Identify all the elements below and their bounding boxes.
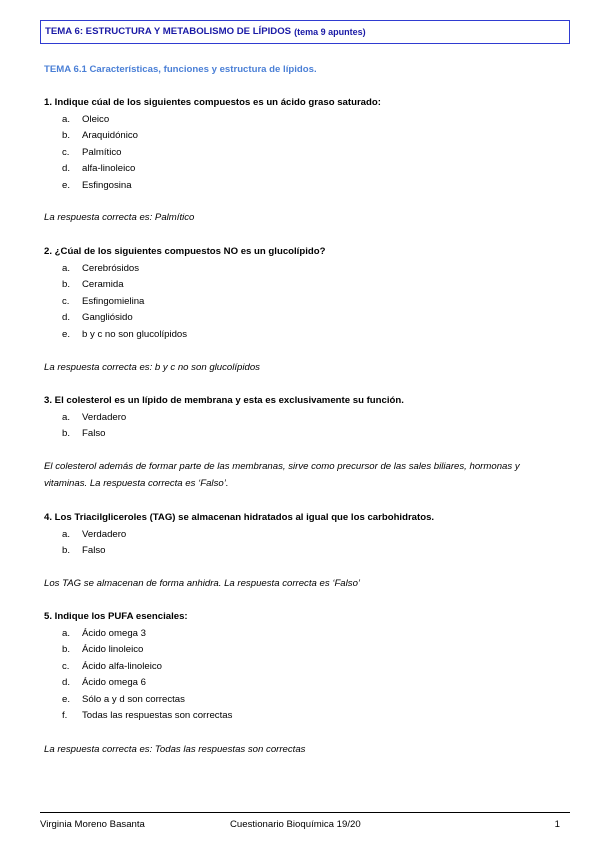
option-text: Sólo a y d son correctas: [82, 693, 185, 705]
option-item: [44, 710, 564, 727]
option-item: [44, 529, 564, 546]
option-list: [44, 628, 564, 727]
option-text: Falso: [82, 545, 106, 556]
question-text: 5. Indique los PUFA esenciales:: [44, 611, 188, 622]
option-item: [44, 312, 564, 329]
option-item: [44, 279, 564, 296]
option-letter: a.: [62, 627, 71, 639]
option-list: [44, 412, 564, 445]
option-letter: a.: [62, 528, 71, 540]
option-letter: e.: [62, 693, 71, 705]
option-item: [44, 628, 564, 645]
answer-4: Los TAG se almacenan de forma anhidra. La respuesta correcta es ‘Falso’: [44, 578, 361, 589]
question-text: 4. Los Triacilgliceroles (TAG) se almacenan hidratados al igual que los carbohidratos.: [44, 512, 435, 523]
option-text: Ácido omega 6: [82, 677, 146, 688]
answer-1: La respuesta correcta es: Palmítico: [44, 212, 195, 223]
option-item: [44, 114, 564, 131]
option-text: Oleico: [82, 113, 110, 125]
option-letter: b.: [62, 644, 71, 655]
option-text: Esfingosina: [82, 179, 132, 191]
option-letter: b.: [62, 279, 71, 290]
option-letter: a.: [62, 262, 71, 274]
answer-5: La respuesta correcta es: Todas las respuestas son correctas: [44, 744, 306, 755]
option-text: Ácido linoleico: [82, 644, 144, 655]
option-item: [44, 677, 564, 694]
option-item: [44, 163, 564, 180]
option-letter: d.: [62, 677, 71, 688]
option-text: Ceramida: [82, 279, 124, 290]
answer-2: La respuesta correcta es: b y c no son glucolípidos: [44, 362, 260, 373]
footer-course: Cuestionario Bioquímica 19/20: [230, 819, 361, 830]
option-letter: a.: [62, 411, 71, 423]
option-item: [44, 130, 564, 147]
option-text: Falso: [82, 428, 106, 439]
section-subtitle: TEMA 6.1 Características, funciones y estructura de lípidos.: [44, 64, 317, 75]
question-text: 3. El colesterol es un lípido de membrana y esta es exclusivamente su función.: [44, 395, 404, 406]
option-letter: f.: [62, 710, 68, 721]
option-letter: b.: [62, 130, 71, 141]
option-text: Esfingomielina: [82, 295, 145, 307]
option-letter: d.: [62, 312, 71, 323]
option-list: [44, 529, 564, 562]
option-text: Gangliósido: [82, 312, 133, 323]
option-letter: a.: [62, 113, 71, 125]
option-text: Araquidónico: [82, 130, 139, 141]
option-text: Verdadero: [82, 411, 127, 423]
option-text: Verdadero: [82, 528, 127, 540]
option-item: [44, 180, 564, 197]
option-letter: e.: [62, 328, 71, 340]
document-title-box: [40, 20, 570, 44]
option-text: Todas las respuestas son correctas: [82, 710, 233, 721]
question-4: [44, 512, 564, 562]
question-1: [44, 97, 564, 196]
option-item: [44, 694, 564, 711]
answer-3: El colesterol además de formar parte de las membranas, sirve como precursor de las sales biliares, hormonas y vitaminas. La respuesta correcta es ‘Falso’.: [44, 461, 520, 489]
option-letter: b.: [62, 428, 71, 439]
option-item: [44, 263, 564, 280]
page-number: 1: [554, 819, 560, 830]
option-letter: e.: [62, 179, 71, 191]
document-title-tail: (tema 9 apuntes): [294, 26, 366, 37]
option-text: b y c no son glucolípidos: [82, 328, 188, 340]
option-item: [44, 661, 564, 678]
footer-author: Virginia Moreno Basanta: [40, 819, 145, 830]
option-text: alfa-linoleico: [82, 163, 136, 174]
option-item: [44, 545, 564, 562]
page-footer: [40, 812, 570, 839]
question-text: 1. Indique cúal de los siguientes compuestos es un ácido graso saturado:: [44, 97, 381, 108]
option-text: Cerebrósidos: [82, 262, 140, 274]
option-item: [44, 329, 564, 346]
option-letter: c.: [62, 295, 70, 307]
option-item: [44, 147, 564, 164]
option-letter: c.: [62, 146, 70, 158]
option-text: Ácido omega 3: [82, 627, 146, 639]
option-item: [44, 412, 564, 429]
option-item: [44, 644, 564, 661]
option-letter: c.: [62, 660, 70, 672]
question-text: 2. ¿Cúal de los siguientes compuestos NO es un glucolípido?: [44, 246, 326, 257]
option-item: [44, 428, 564, 445]
question-3: [44, 395, 564, 445]
option-text: Palmítico: [82, 146, 122, 158]
question-2: [44, 246, 564, 345]
option-list: [44, 114, 564, 197]
option-list: [44, 263, 564, 346]
document-title: TEMA 6: ESTRUCTURA Y METABOLISMO DE LÍPIDOS: [45, 26, 292, 38]
option-item: [44, 296, 564, 313]
option-letter: b.: [62, 545, 71, 556]
option-text: Ácido alfa-linoleico: [82, 660, 162, 672]
option-letter: d.: [62, 163, 71, 174]
question-5: [44, 611, 564, 727]
